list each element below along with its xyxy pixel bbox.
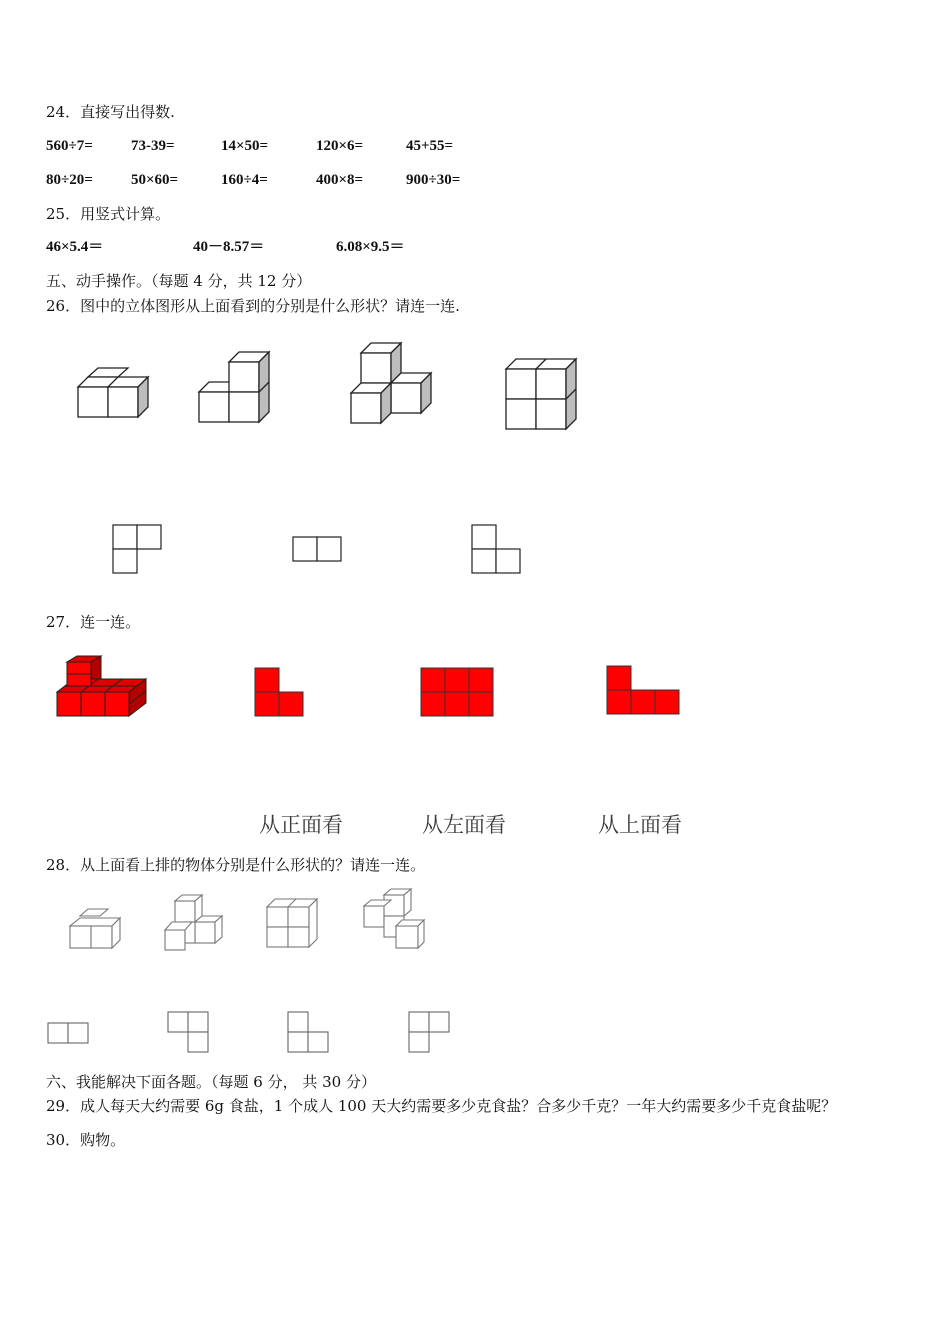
q28-top-view-2 — [166, 1010, 212, 1054]
section6-title: 六、我能解决下面各题。（每题 6 分， 共 30 分） — [46, 1073, 376, 1091]
q28-top-view-4 — [407, 1010, 453, 1054]
q24-expr-9: 400×8= — [316, 172, 364, 188]
q24-expr-8: 160÷4= — [221, 172, 268, 188]
q25-item-1: 46×5.4＝ — [46, 239, 104, 255]
section5-title: 五、动手操作。（每题 4 分，共 12 分） — [46, 272, 312, 290]
q26-solid-1 — [70, 360, 155, 422]
q25-item-2: 40－8.57＝ — [193, 239, 265, 255]
q26-top-view-3 — [471, 524, 523, 576]
q27-view-b — [420, 667, 496, 720]
q24-expr-3: 14×50= — [221, 138, 269, 154]
q27-view-c — [606, 665, 682, 718]
q24-expr-4: 120×6= — [316, 138, 364, 154]
q26-solid-2 — [193, 345, 278, 425]
q24-expr-10: 900÷30= — [406, 172, 461, 188]
q27-red-solid — [50, 652, 152, 728]
q24-expr-5: 45+55= — [406, 138, 454, 154]
q28-solid-3 — [262, 895, 324, 953]
q26-solid-4 — [500, 352, 585, 432]
q27-view-label-left: 从左面看 — [422, 813, 506, 837]
q24-expr-2: 73-39= — [131, 138, 175, 154]
q26-top-view-2 — [292, 536, 344, 564]
q27-view-label-front: 从正面看 — [259, 813, 343, 837]
q24-expr-6: 80÷20= — [46, 172, 93, 188]
q27-title: 27．连一连。 — [46, 613, 141, 631]
q26-top-view-1 — [112, 524, 164, 576]
q28-solid-1 — [64, 902, 126, 952]
q24-title: 24．直接写出得数. — [46, 103, 175, 121]
q28-title: 28．从上面看上排的物体分别是什么形状的？请连一连。 — [46, 856, 426, 874]
q25-item-3: 6.08×9.5＝ — [336, 239, 405, 255]
q24-expr-1: 560÷7= — [46, 138, 93, 154]
q29-title: 29．成人每天大约需要 6g 食盐，1 个成人 100 天大约需要多少克食盐？合多少千克？一年大约需要多少千克食盐呢？ — [46, 1097, 837, 1115]
q24-expr-7: 50×60= — [131, 172, 179, 188]
q30-title: 30．购物。 — [46, 1131, 126, 1149]
q26-title: 26．图中的立体图形从上面看到的分别是什么形状？请连一连. — [46, 297, 460, 315]
q28-top-view-1 — [46, 1021, 92, 1045]
q25-title: 25．用竖式计算。 — [46, 205, 171, 223]
q28-top-view-3 — [286, 1010, 332, 1054]
q26-solid-3 — [345, 340, 440, 425]
q27-view-a — [254, 667, 306, 720]
q28-solid-4 — [356, 886, 426, 954]
q27-view-label-top: 从上面看 — [598, 813, 682, 837]
q28-solid-2 — [160, 892, 226, 954]
